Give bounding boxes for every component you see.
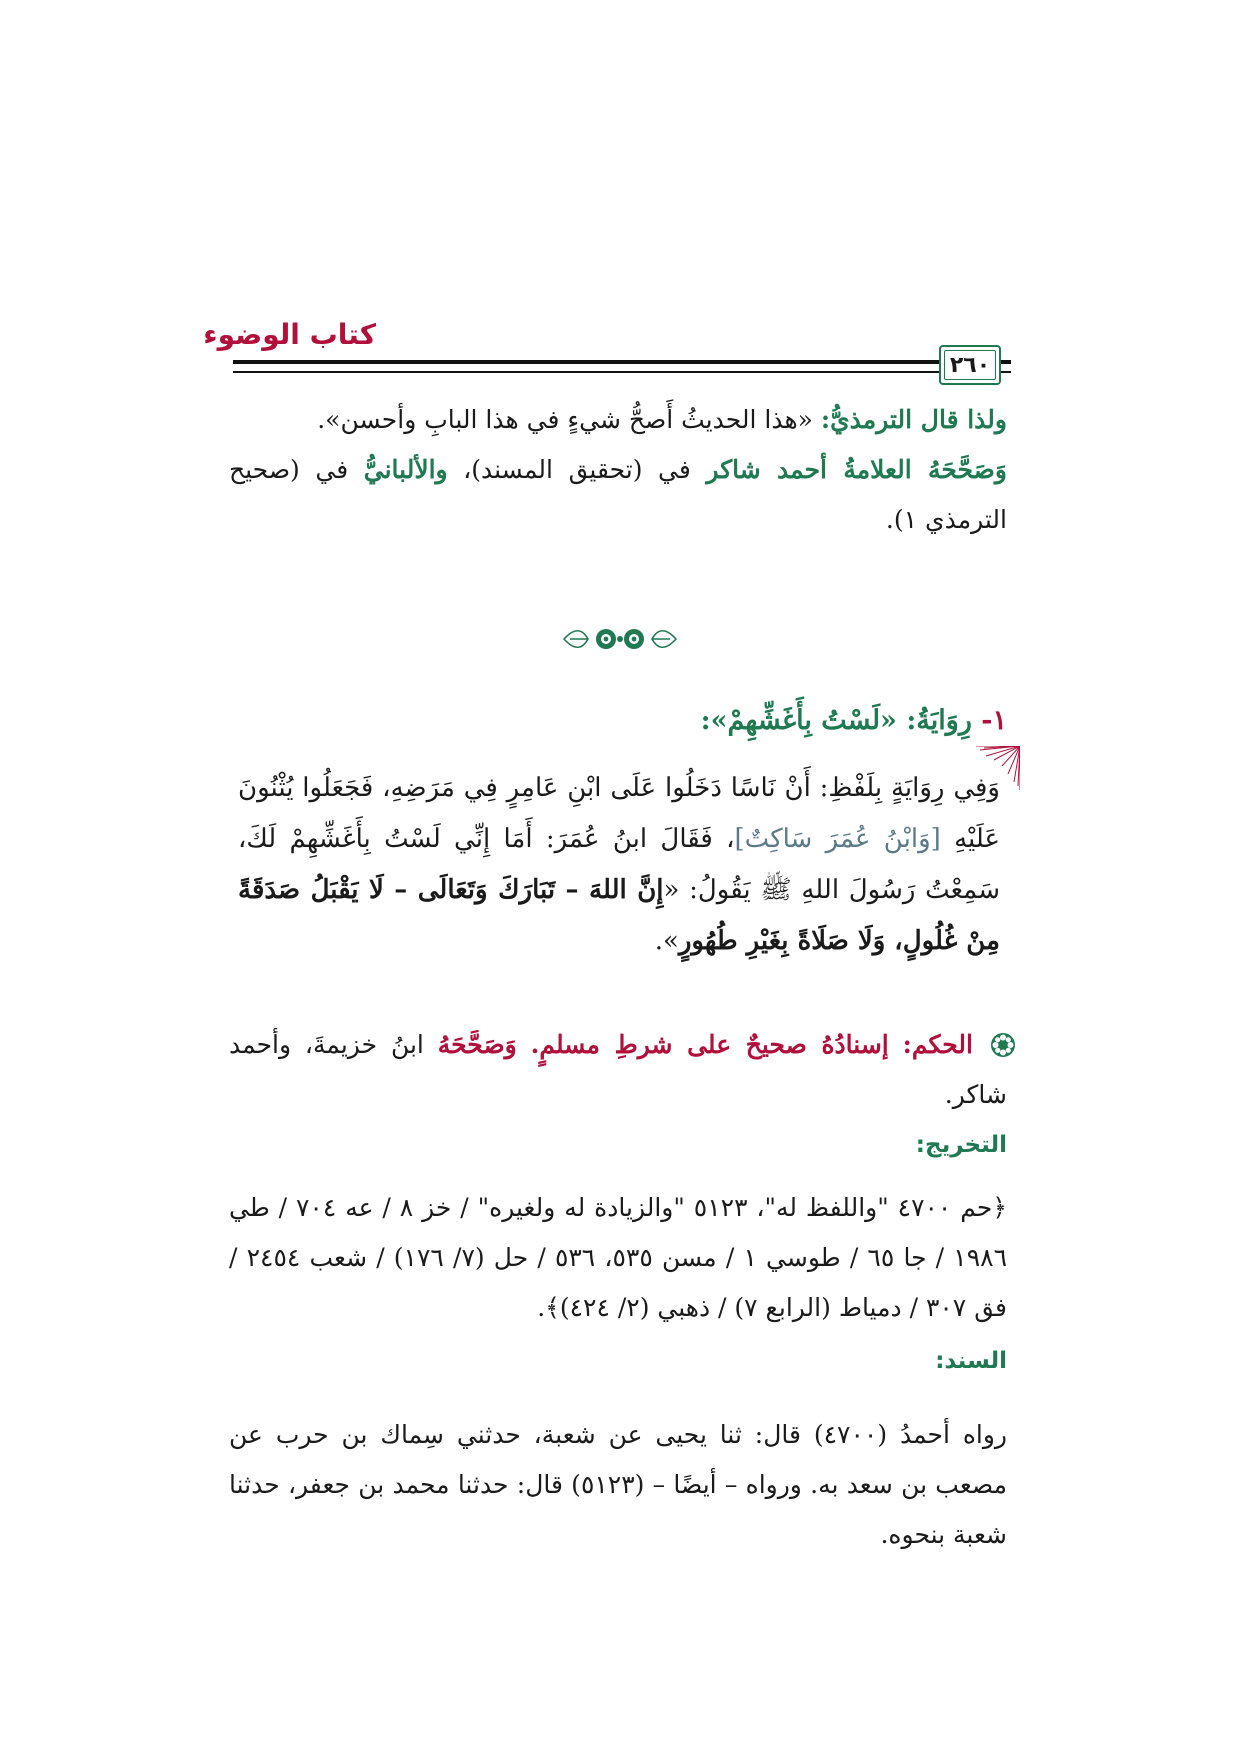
header-rule-thin bbox=[233, 371, 1011, 373]
section-number: ١- bbox=[971, 705, 1007, 736]
hukm-label: الحكم: bbox=[902, 1030, 973, 1059]
riwaya-text-1: وَفِي رِوَايَةٍ بِلَفْظِ: أَنْ نَاسًا دَخَلُوا عَلَى ابْنِ عَامِرٍ فِي مَرَضِهِ، فَجَعَلُوا يُثْنُونَ عَلَيْهِ bbox=[238, 773, 1000, 854]
hadith-text: إِنَّ اللهَ – تَبَارَكَ وَتَعَالَى – لَا يَقْبَلُ صَدَقَةً مِنْ غُلُولٍ، وَلَا صَلَاةً بِغَيْرِ طُهُورٍ bbox=[238, 875, 1000, 956]
shakir-source: في (تحقيق المسند)، bbox=[447, 455, 707, 484]
albani-lead: والألبانيُّ bbox=[363, 455, 448, 484]
shakir-lead: وَصَحَّحَهُ العلامةُ أحمد شاكر bbox=[706, 455, 1007, 484]
sanad-text: رواه أحمدُ (٤٧٠٠) قال: ثنا يحيى عن شعبة، حدثني سِماك بن حرب عن مصعب بن سعد به. ورواه – أيضًا – (٥١٢٣) قال: حدثنا محمد بن جعفر، حدثنا شعبة بنحوه. bbox=[229, 1420, 1008, 1549]
riwaya-bracket: [وَابْنُ عُمَرَ سَاكِتٌ] bbox=[734, 824, 941, 854]
tirmidhi-lead: ولذا قال الترمذيُّ: bbox=[820, 405, 1007, 434]
header-rule-thick bbox=[233, 360, 1011, 364]
albani-source: في (صحيح الترمذي ١). bbox=[229, 455, 1007, 534]
sanad-label: السند: bbox=[935, 1348, 1007, 1374]
riwaya-text-2: ، فَقَالَ ابنُ عُمَرَ: أَمَا إِنِّي لَسْتُ بِأَغَشِّهِمْ لَكَ، سَمِعْتُ رَسُولَ اللهِ ﷺ يَقُولُ: « bbox=[238, 824, 1000, 905]
takhrij-text: ﴿حم ٤٧٠٠ "واللفظ له"، ٥١٢٣ "والزيادة له ولغيره" / خز ٨ / عه ٧٠٤ / طي ١٩٨٦ / جا ٦٥ / طوسي ١ / مسن ٥٣٥، ٥٣٦ / حل (٧/ ١٧٦) / شعب ٢٤٥٤ / فق ٣٠٧ / دمياط (الرابع ٧) / ذهبي (٢/ ٤٢٤)﴾. bbox=[229, 1193, 1008, 1322]
hukm-verdict: إسنادُهُ صحيحٌ على شرطِ مسلمٍ. bbox=[530, 1030, 889, 1059]
riwaya-text-3: ». bbox=[654, 926, 679, 956]
section-title: رِوَايَةُ: «لَسْتُ بِأَغَشِّهِمْ»: bbox=[700, 705, 972, 736]
takhrij-paragraph bbox=[229, 1183, 1007, 1333]
riwaya-paragraph bbox=[238, 763, 1000, 967]
hukm-paragraph bbox=[229, 1020, 1007, 1120]
page-number-frame bbox=[939, 345, 1001, 385]
takhrij-label: التخريج: bbox=[915, 1132, 1007, 1158]
tirmidhi-quote: «هذا الحديثُ أَصحُّ شيءٍ في هذا البابِ وأحسن». bbox=[317, 405, 821, 434]
intro-paragraph-2 bbox=[229, 445, 1007, 545]
ornament-divider-icon bbox=[560, 622, 680, 656]
section-heading bbox=[701, 705, 1007, 736]
sanad-paragraph bbox=[229, 1410, 1007, 1560]
page-number: ٢٦٠ bbox=[949, 352, 991, 378]
hukm-authenticators: ابنُ خزيمةَ، وأحمد شاكر. bbox=[229, 1030, 1007, 1109]
hukm-authenticated: وَصَحَّحَهُ bbox=[437, 1030, 517, 1059]
book-title: كتاب الوضوء bbox=[203, 318, 376, 351]
intro-paragraph-1 bbox=[229, 395, 1007, 445]
